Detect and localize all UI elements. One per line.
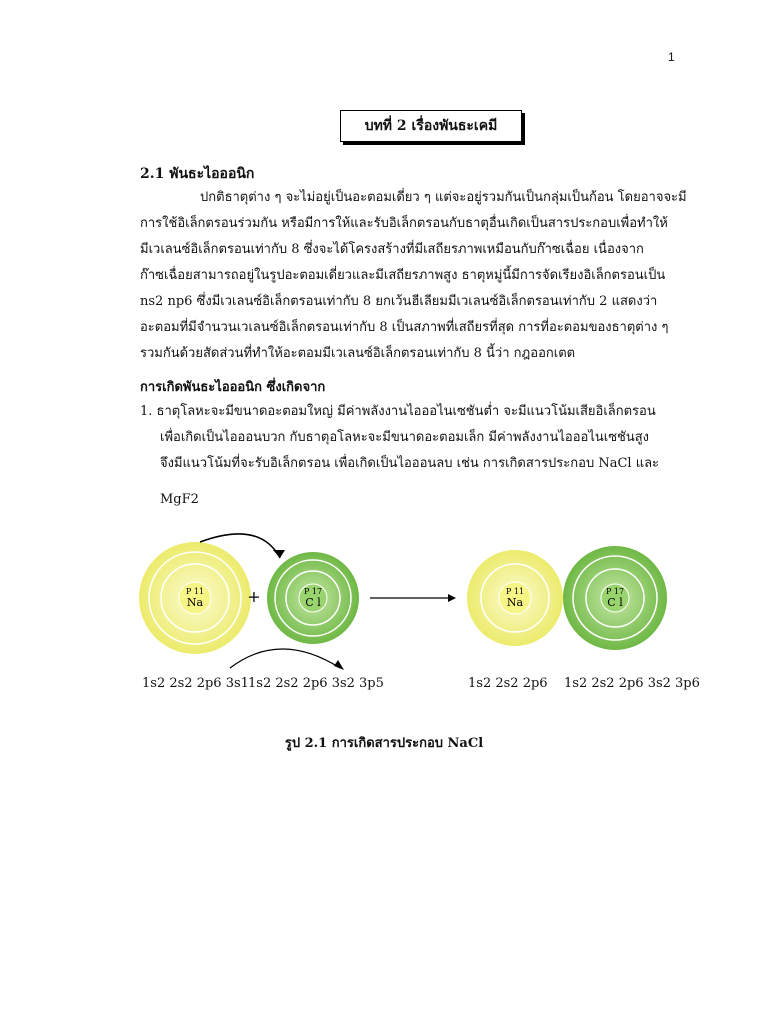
chapter-title: บทที่ 2 เรื่องพันธะเคมี xyxy=(364,118,498,134)
paragraph-line: รวมกันด้วยสัดส่วนที่ทำให้อะตอมมีเวเลนซ์อิเล็กตรอนเท่ากับ 8 นี้ว่า กฎออกเตต xyxy=(140,346,576,361)
na-ion-config: 1s2 2s2 2p6 xyxy=(468,676,548,691)
paragraph-line: มีเวเลนซ์อิเล็กตรอนเท่ากับ 8 ซึ่งจะได้โครงสร้างที่มีเสถียรภาพเหมือนกับก๊าซเฉื่อย เนื่องจาก xyxy=(140,242,644,257)
paragraph-line: การใช้อิเล็กตรอนร่วมกัน หรือมีการให้และรับอิเล็กตรอนกับธาตุอื่นเกิดเป็นสารประกอบเพื่อทำให้ xyxy=(140,216,668,231)
mgf2-formula: MgF2 xyxy=(160,492,199,507)
ionic-bond-subheading: การเกิดพันธะไอออนิก ซึ่งเกิดจาก xyxy=(140,380,326,395)
cl-ion-symbol: C l xyxy=(607,596,623,609)
section-heading: 2.1 พันธะไอออนิก xyxy=(140,166,255,182)
lower-arrow xyxy=(230,649,340,668)
na-ion-protons: P 11 xyxy=(505,587,525,596)
na-ion-symbol: Na xyxy=(506,596,524,609)
cl-ion-config: 1s2 2s2 2p6 3s2 3p6 xyxy=(564,676,700,691)
figure-caption: รูป 2.1 การเกิดสารประกอบ NaCl xyxy=(284,736,484,751)
paragraph-line: อะตอมที่มีจำนวนเวเลนซ์อิเล็กตรอนเท่ากับ 8 เป็นสภาพที่เสถียรที่สุด การที่อะตอมของธาตุต่าง ๆ xyxy=(140,320,669,335)
list-line: 1. ธาตุโลหะจะมีขนาดอะตอมใหญ่ มีค่าพลังงานไอออไนเซชันต่ำ จะมีแนวโน้มเสียอิเล็กตรอน xyxy=(140,404,656,419)
list-line: เพื่อเกิดเป็นไอออนบวก กับธาตุอโลหะจะมีขนาดอะตอมเล็ก มีค่าพลังงานไอออไนเซชันสูง xyxy=(160,430,650,445)
na-atom xyxy=(139,542,251,654)
cl-protons: P 17 xyxy=(303,587,323,596)
plus-sign: + xyxy=(247,587,261,606)
cl-symbol: C l xyxy=(305,596,321,609)
na-ion xyxy=(467,550,563,646)
cl-config: 1s2 2s2 2p6 3s2 3p5 xyxy=(248,676,384,691)
cl-ion-protons: P 17 xyxy=(605,587,625,596)
cl-atom xyxy=(267,552,359,644)
na-config: 1s2 2s2 2p6 3s1 xyxy=(142,676,249,691)
paragraph-line: ns2 np6 ซึ่งมีเวเลนซ์อิเล็กตรอนเท่ากับ 8 ยกเว้นฮีเลียมมีเวเลนซ์อิเล็กตรอนเท่ากับ 2 แสดงว่า xyxy=(140,294,658,309)
na-symbol: Na xyxy=(186,596,204,609)
list-line: จึงมีแนวโน้มที่จะรับอิเล็กตรอน เพื่อเกิดเป็นไอออนลบ เช่น การเกิดสารประกอบ NaCl และ xyxy=(160,456,660,471)
paragraph-line: ก๊าซเฉื่อยสามารถอยู่ในรูปอะตอมเดี่ยวและมีเสถียรภาพสูง ธาตุหมู่นี้มีการจัดเรียงอิเล็กตรอนเป็น xyxy=(140,268,666,283)
page-number: 1 xyxy=(668,50,675,64)
na-protons: P 11 xyxy=(185,587,205,596)
cl-ion xyxy=(563,546,667,650)
chapter-title-box xyxy=(340,110,522,142)
paragraph-line: ปกติธาตุต่าง ๆ จะไม่อยู่เป็นอะตอมเดี่ยว ๆ แต่จะอยู่รวมกันเป็นกลุ่มเป็นก้อน โดยอาจจะมี xyxy=(200,190,687,205)
